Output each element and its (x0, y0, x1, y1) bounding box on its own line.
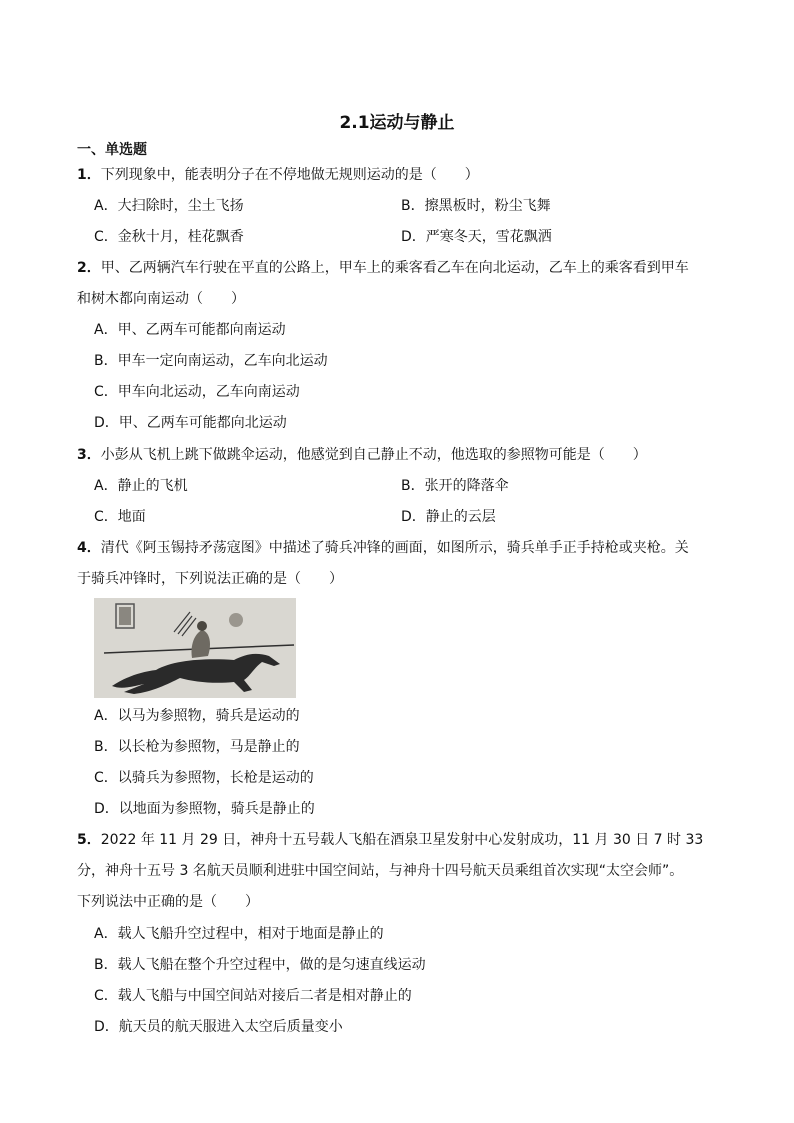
question-number: 2． (77, 260, 101, 276)
question-text: 甲、乙两辆汽车行驶在平直的公路上，甲车上的乘客看乙车在向北运动，乙车上的乘客看到甲车 (100, 260, 689, 276)
question-number: 4． (77, 540, 101, 556)
option-b[interactable]: B．擦黑板时，粉尘飞舞 (401, 198, 551, 214)
section-heading: 一、单选题 (77, 142, 147, 158)
question-1 (77, 166, 479, 184)
question-number: 3． (77, 447, 101, 463)
option-a[interactable]: A．以马为参照物，骑兵是运动的 (94, 708, 300, 724)
option-d[interactable]: D．静止的云层 (401, 509, 496, 525)
seal-inner (119, 607, 131, 625)
question-3 (77, 446, 647, 464)
question-text-continued: 于骑兵冲锋时，下列说法正确的是（ ） (77, 571, 343, 587)
question-number: 1． (77, 167, 101, 183)
page-title: 2.1运动与静止 (339, 113, 455, 133)
option-d[interactable]: D．以地面为参照物，骑兵是静止的 (94, 801, 315, 817)
rider-head (197, 621, 207, 631)
option-c[interactable]: C．地面 (94, 509, 146, 525)
option-b[interactable]: B．张开的降落伞 (401, 478, 509, 494)
option-b[interactable]: B．甲车一定向南运动，乙车向北运动 (94, 353, 328, 369)
question-text-continued: 分，神舟十五号 3 名航天员顺利进驻中国空间站，与神舟十四号航天员乘组首次实现“太空会师”。 (77, 863, 684, 879)
option-c[interactable]: C．甲车向北运动，乙车向南运动 (94, 384, 300, 400)
cavalry-painting-image (94, 598, 296, 698)
question-4 (77, 539, 689, 557)
option-a[interactable]: A．载人飞船升空过程中，相对于地面是静止的 (94, 926, 384, 942)
option-d[interactable]: D．严寒冬天，雪花飘洒 (401, 229, 552, 245)
question-text: 2022 年 11 月 29 日，神舟十五号载人飞船在酒泉卫星发射中心发射成功，11 月 30 日 7 时 33 (100, 832, 704, 848)
option-b[interactable]: B．以长枪为参照物，马是静止的 (94, 739, 300, 755)
option-b[interactable]: B．载人飞船在整个升空过程中，做的是匀速直线运动 (94, 957, 426, 973)
question-2 (77, 259, 689, 277)
question-text: 清代《阿玉锡持矛荡寇图》中描述了骑兵冲锋的画面，如图所示，骑兵单手正手持枪或夹枪。关 (100, 540, 689, 556)
question-text-continued: 和树木都向南运动（ ） (77, 291, 245, 307)
option-c[interactable]: C．金秋十月，桂花飘香 (94, 229, 244, 245)
option-a[interactable]: A．静止的飞机 (94, 478, 188, 494)
question-text-continued: 下列说法中正确的是（ ） (77, 894, 259, 910)
option-d[interactable]: D．甲、乙两车可能都向北运动 (94, 415, 287, 431)
option-c[interactable]: C．以骑兵为参照物，长枪是运动的 (94, 770, 314, 786)
option-d[interactable]: D．航天员的航天服进入太空后质量变小 (94, 1019, 343, 1035)
cavalry-illustration (94, 598, 296, 698)
question-text: 下列现象中，能表明分子在不停地做无规则运动的是（ ） (100, 167, 479, 183)
question-text: 小彭从飞机上跳下做跳伞运动，他感觉到自己静止不动，他选取的参照物可能是（ ） (100, 447, 647, 463)
option-a[interactable]: A．甲、乙两车可能都向南运动 (94, 322, 286, 338)
option-c[interactable]: C．载人飞船与中国空间站对接后二者是相对静止的 (94, 988, 412, 1004)
question-number: 5． (77, 832, 101, 848)
option-a[interactable]: A．大扫除时，尘土飞扬 (94, 198, 244, 214)
seal-round (229, 613, 243, 627)
question-5 (77, 831, 703, 849)
